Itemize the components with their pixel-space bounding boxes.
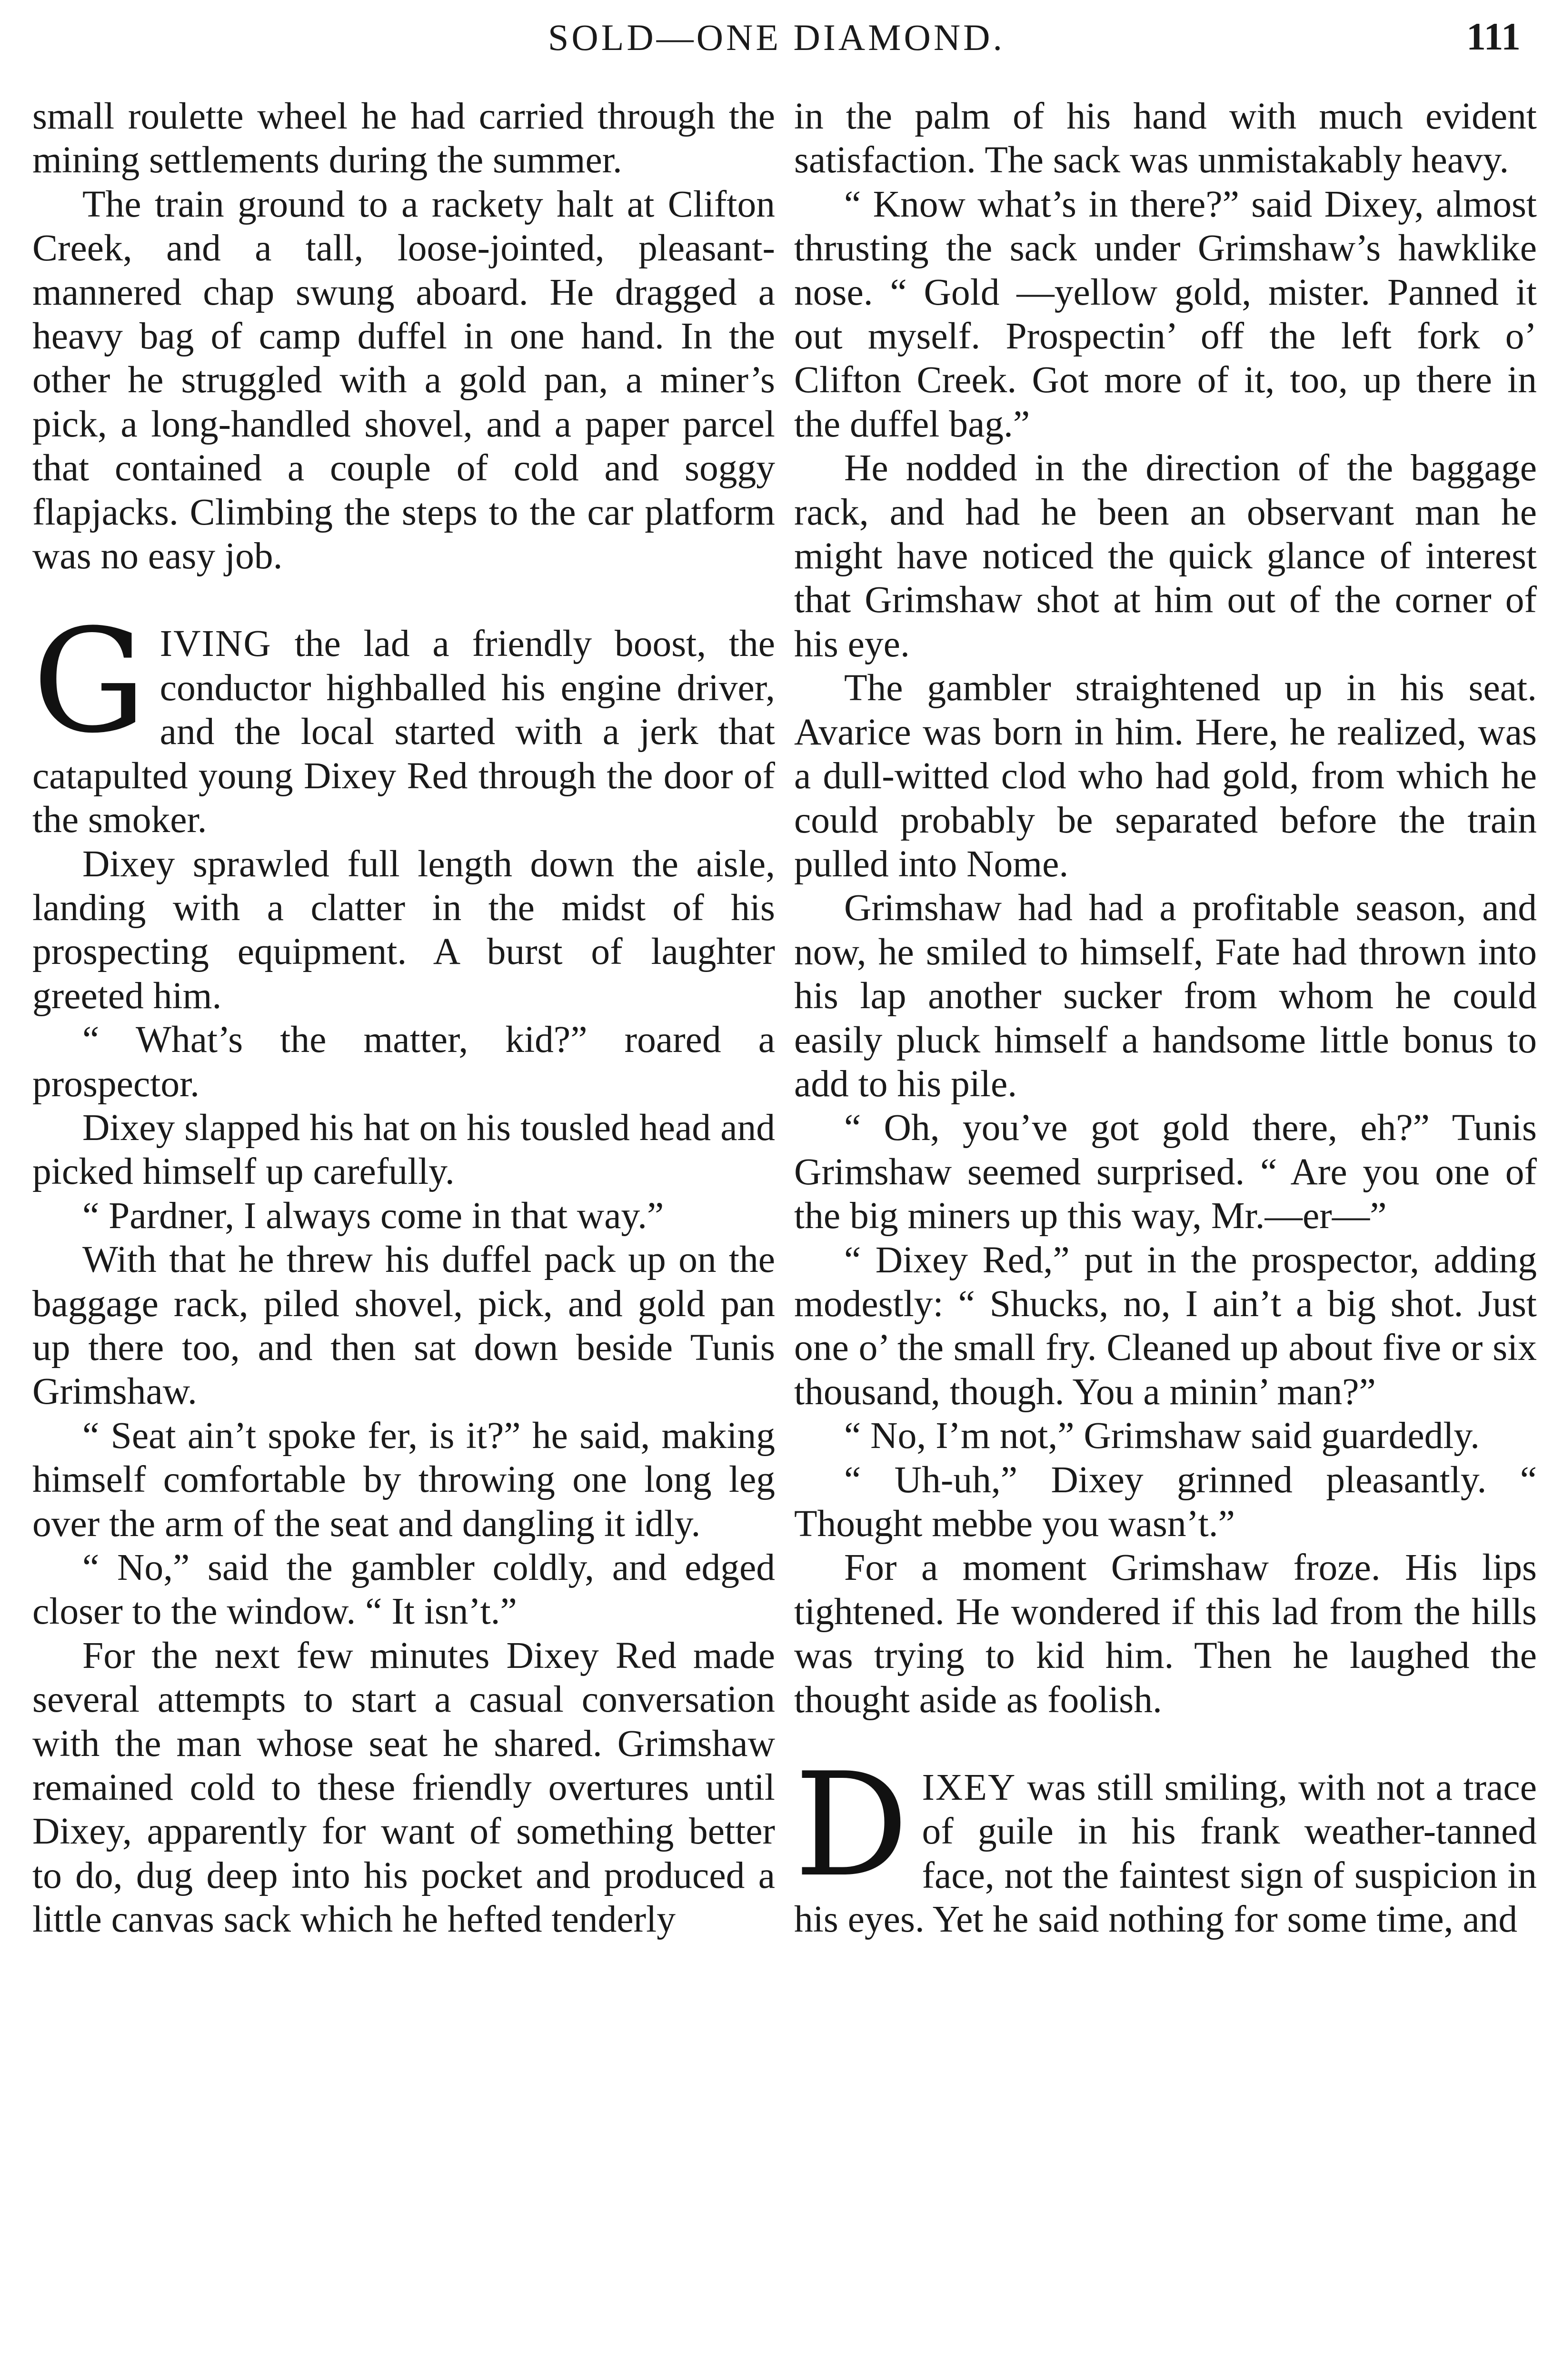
paragraph: Grimshaw had had a profitable season, and now, he smiled to himself, Fate had thrown into his lap another sucker from whom he could easily pluck himself a handsome little bonus to add to his pile. — [794, 887, 1537, 1105]
paragraph: “ No, I’m not,” Grimshaw said guardedly. — [844, 1415, 1480, 1457]
paragraph: With that he threw his duffel pack up on the baggage rack, piled shovel, pick, and gold pan up there too, and then sat down beside Tunis Grimshaw. — [32, 1239, 775, 1413]
small-caps-lead: IXEY — [922, 1766, 1016, 1809]
paragraph: Dixey sprawled full length down the aisle, landing with a clatter in the midst of his prospecting equipment. A burst of laughter greeted him. — [32, 843, 775, 1017]
small-caps-lead: IVING — [159, 623, 272, 665]
paragraph: “ Pardner, I always come in that way.” — [82, 1194, 664, 1237]
section-opening-paragraph — [794, 1742, 1537, 1942]
paragraph: Dixey slapped his hat on his tousled head and picked himself up carefully. — [32, 1106, 775, 1193]
paragraph: He nodded in the direction of the baggage rack, and had he been an observant man he might have noticed the quick glance of interest that Grimshaw shot at him out of the corner of his eye. — [794, 447, 1537, 665]
paragraph: “ Oh, you’ve got gold there, eh?” Tunis Grimshaw seemed surprised. “ Are you one of the big miners up this way, Mr.—er—” — [794, 1107, 1537, 1237]
paragraph: The gambler straightened up in his seat. Avarice was born in him. Here, he realized, was a dull-witted clod who had gold, from which he could probably be separated before the train pulled into Nome. — [794, 667, 1537, 885]
paragraph-text: was still smiling, with not a trace of guile in his frank weather-tanned face, not the faintest sign of suspicion in his eyes. Yet he said nothing for some time, and — [794, 1766, 1537, 1941]
running-title: SOLD—ONE DIAMOND. — [548, 17, 1005, 58]
paragraph: “ No,” said the gambler coldly, and edged closer to the window. “ It isn’t.” — [32, 1547, 775, 1633]
left-column — [32, 94, 775, 1942]
paragraph: “ Uh-uh,” Dixey grinned pleasantly. “ Thought mebbe you wasn’t.” — [794, 1458, 1537, 1545]
paragraph-text: the lad a friendly boost, the conductor highballed his engine driver, and the local started with a jerk that catapulted young Dixey Red through the door of the smoker. — [32, 623, 775, 841]
drop-cap: G — [32, 598, 147, 765]
paragraph: small roulette wheel he had carried through the mining settlements during the summer. — [32, 95, 775, 181]
paragraph: The train ground to a rackety halt at Clifton Creek, and a tall, loose-jointed, pleasant-mannered chap swung aboard. He dragged a heavy bag of camp duffel in one hand. In the other he struggled with a gold pan, a miner’s pick, a long-handled shovel, and a paper parcel that contained a couple of cold and soggy flapjacks. Climbing the steps to the car platform was no easy job. — [32, 183, 775, 577]
page-number: 111 — [1466, 15, 1521, 58]
paragraph: “ What’s the matter, kid?” roared a prospector. — [32, 1019, 775, 1105]
paragraph: “ Seat ain’t spoke fer, is it?” he said, making himself comfortable by throwing one long leg over the arm of the seat and dangling it idly. — [32, 1414, 775, 1545]
paragraph: For the next few minutes Dixey Red made several attempts to start a casual conversation with the man whose seat he shared. Grimshaw remained cold to these friendly overtures until Dixey, apparently for want of something better to do, dug deep into his pocket and produced a little canvas sack which he hefted tenderly — [32, 1634, 775, 1941]
paragraph: “ Dixey Red,” put in the prospector, adding modestly: “ Shucks, no, I ain’t a big shot. Just one o’ the small fry. Cleaned up about five or six thousand, though. You a minin’ man?” — [794, 1239, 1537, 1413]
drop-cap: D — [794, 1742, 909, 1909]
section-opening-paragraph — [32, 598, 775, 842]
paragraph: “ Know what’s in there?” said Dixey, almost thrusting the sack under Grimshaw’s hawklike nose. “ Gold —yellow gold, mister. Panned it out myself. Prospectin’ off the left fork o’ Clifton Creek. Got more of it, too, up there in the duffel bag.” — [794, 183, 1537, 445]
paragraph: in the palm of his hand with much evident satisfaction. The sack was unmistakably heavy. — [794, 95, 1537, 181]
right-column — [794, 94, 1537, 1942]
paragraph: For a moment Grimshaw froze. His lips tightened. He wondered if this lad from the hills was trying to kid him. Then he laughed the thought aside as foolish. — [794, 1547, 1537, 1721]
page-header — [29, 10, 1524, 67]
